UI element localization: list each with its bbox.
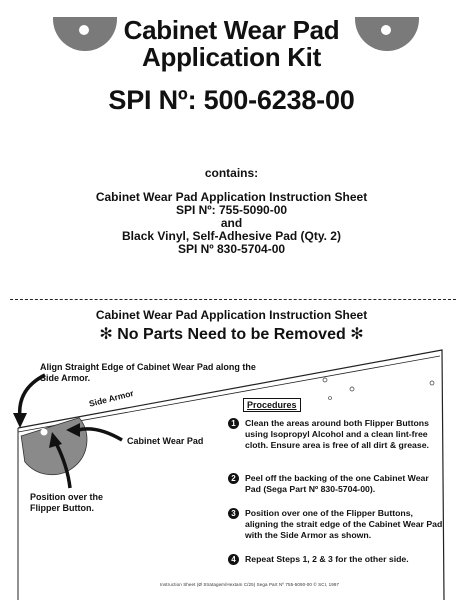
cabinet-hole bbox=[430, 381, 434, 385]
page-title-line-2: Application Kit bbox=[142, 42, 321, 72]
pad-hole bbox=[41, 429, 48, 436]
instruction-sheet-title: Cabinet Wear Pad Application Instruction Sheet bbox=[95, 308, 368, 322]
contains-line: SPI Nº 830-5704-00 bbox=[177, 242, 286, 256]
align-note: Align Straight Edge of Cabinet Wear Pad along the Side Armor. bbox=[40, 362, 256, 383]
cabinet-hole bbox=[350, 387, 354, 391]
arrow-align-head bbox=[13, 413, 27, 428]
spi-number: SPI Nº: 500-6238-00 bbox=[108, 85, 355, 115]
step-text: Position over one of the Flipper Buttons, aligning the strait edge of the Cabinet Wear Pad with the Side Armor as shown. bbox=[245, 508, 443, 540]
procedures-heading: Procedures bbox=[243, 398, 301, 412]
page-title-line-1: Cabinet Wear Pad bbox=[123, 15, 340, 45]
contains-line: and bbox=[220, 216, 243, 230]
cabinet-pad-label: Cabinet Wear Pad bbox=[127, 436, 204, 446]
cabinet-hole bbox=[323, 378, 327, 382]
cut-line-divider bbox=[10, 299, 456, 300]
step-number-badge: 1 bbox=[228, 418, 239, 429]
step-number-badge: 4 bbox=[228, 554, 239, 565]
position-note: Position over the Flipper Button. bbox=[30, 492, 104, 513]
contains-line: Black Vinyl, Self-Adhesive Pad (Qty. 2) bbox=[122, 229, 341, 243]
step-text: Peel off the backing of the one Cabinet Wear Pad (Sega Part Nº 830-5704-00). bbox=[245, 473, 429, 494]
footer-text: Instruction Sheet (Ø Stratagem/Hextam C/25) Sega Part Nº 755-5090-00 © SCI, 1997 bbox=[160, 582, 340, 587]
step-text: Clean the areas around both Flipper Buttons using Isopropyl Alcohol and a clean lint-free cloth. Ensure area is free of all dirt & grease. bbox=[245, 418, 429, 450]
step-number-badge: 2 bbox=[228, 473, 239, 484]
contains-label: contains: bbox=[204, 166, 259, 180]
contains-line: SPI Nº: 755-5090-00 bbox=[175, 203, 288, 217]
contains-line: Cabinet Wear Pad Application Instruction Sheet bbox=[95, 190, 368, 204]
step-number-badge: 3 bbox=[228, 508, 239, 519]
no-parts-notice: ✻ No Parts Need to be Removed ✻ bbox=[99, 326, 364, 343]
side-armor-label: Side Armor bbox=[88, 387, 135, 409]
step-text: Repeat Steps 1, 2 & 3 for the other side. bbox=[245, 554, 409, 564]
cabinet-hole bbox=[329, 397, 332, 400]
